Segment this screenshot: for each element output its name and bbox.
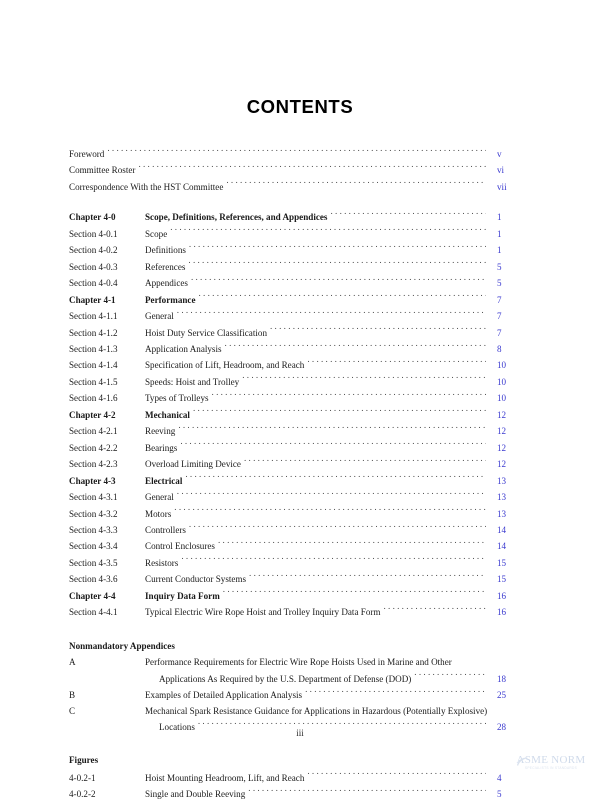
toc-designator: Section 4-1.4 xyxy=(69,360,118,371)
toc-entry-label: Correspondence With the HST Committee xyxy=(69,181,224,192)
toc-page-number[interactable]: 16 xyxy=(497,590,507,601)
figures-group xyxy=(69,753,531,802)
dot-leader xyxy=(212,390,486,401)
toc-entry-label: Single and Double Reeving xyxy=(145,789,246,800)
toc-entry-label: References xyxy=(145,261,186,272)
toc-designator: Section 4-3.3 xyxy=(69,524,118,535)
toc-entry-label: Performance Requirements for Electric Wire Rope Hoists Used in Marine and Other xyxy=(145,657,452,668)
toc-entry-label: Performance xyxy=(145,294,196,305)
dot-leader xyxy=(193,407,486,418)
toc-designator: Chapter 4-4 xyxy=(69,590,116,601)
toc-row[interactable] xyxy=(69,473,531,489)
toc-page-number[interactable]: 1 xyxy=(497,228,502,239)
toc-row[interactable] xyxy=(69,440,531,456)
toc-entry-label: Overload Limiting Device xyxy=(145,459,241,470)
toc-entry-label: Mechanical Spark Resistance Guidance for Applications in Hazardous (Potentially Explosive) xyxy=(145,705,488,716)
toc-entry-label: Electrical xyxy=(145,475,183,486)
toc-page-number[interactable]: 25 xyxy=(497,690,507,701)
toc-row[interactable] xyxy=(69,489,531,505)
toc-entry-label-continued: Applications As Required by the U.S. Department of Defense (DOD) xyxy=(159,673,412,684)
toc-row[interactable] xyxy=(69,179,531,195)
appendices-group xyxy=(69,639,531,736)
toc-page-number[interactable]: 15 xyxy=(497,574,507,585)
toc-page-number[interactable]: 5 xyxy=(497,789,502,800)
toc-page-number[interactable]: 16 xyxy=(497,607,507,618)
toc-page-number[interactable]: 13 xyxy=(497,508,507,519)
toc-designator: Section 4-3.2 xyxy=(69,508,118,519)
toc-entry-label: Application Analysis xyxy=(145,343,222,354)
dot-leader xyxy=(181,555,486,566)
toc-page-number[interactable]: 5 xyxy=(497,278,502,289)
toc-designator: Section 4-1.2 xyxy=(69,327,118,338)
dot-leader xyxy=(107,146,486,157)
toc-row[interactable] xyxy=(69,407,531,423)
spacer xyxy=(69,195,531,209)
dot-leader xyxy=(249,571,486,582)
toc-row[interactable] xyxy=(69,226,531,242)
front-matter-group xyxy=(69,146,531,195)
toc-page-number[interactable]: 10 xyxy=(497,376,507,387)
dot-leader xyxy=(174,506,486,517)
chapters-group xyxy=(69,209,531,620)
toc-designator: Chapter 4-0 xyxy=(69,212,116,223)
toc-entry-label: Specification of Lift, Headroom, and Reach xyxy=(145,360,305,371)
dot-leader xyxy=(242,374,486,385)
toc-designator: 4-0.2-1 xyxy=(69,772,96,783)
toc-entry-label: Types of Trolleys xyxy=(145,393,209,404)
asme-norm-watermark xyxy=(508,755,594,771)
spacer xyxy=(69,735,531,753)
toc-row[interactable] xyxy=(69,687,531,703)
toc-row[interactable] xyxy=(69,242,531,258)
toc-row[interactable] xyxy=(69,571,531,587)
toc-designator: Section 4-0.2 xyxy=(69,245,118,256)
toc-entry-label: Hoist Duty Service Classification xyxy=(145,327,267,338)
toc-page-number[interactable]: 28 xyxy=(497,721,507,732)
toc-page-number[interactable]: 12 xyxy=(497,409,507,420)
toc-page-number[interactable]: 8 xyxy=(497,343,502,354)
dot-leader xyxy=(138,162,486,173)
toc-entry-label: Controllers xyxy=(145,524,186,535)
toc-row[interactable] xyxy=(69,506,531,522)
toc-designator: Chapter 4-1 xyxy=(69,294,116,305)
toc-page-number[interactable]: 10 xyxy=(497,393,507,404)
toc-designator: Section 4-3.6 xyxy=(69,574,118,585)
watermark-sub-text: SPECIALISTS IN STANDARDS xyxy=(524,766,578,770)
toc-designator: Section 4-3.4 xyxy=(69,541,118,552)
toc-entry-label: Scope, Definitions, References, and Appendices xyxy=(145,212,328,223)
dot-leader xyxy=(191,275,486,286)
toc-designator: Section 4-3.1 xyxy=(69,492,118,503)
toc-page-number[interactable]: 13 xyxy=(497,492,507,503)
dot-leader xyxy=(218,538,486,549)
toc-row[interactable] xyxy=(69,604,531,620)
toc-designator: Section 4-2.1 xyxy=(69,426,118,437)
toc-row[interactable] xyxy=(69,357,531,373)
toc-designator: Section 4-0.4 xyxy=(69,278,118,289)
toc-designator: Section 4-0.3 xyxy=(69,261,118,272)
toc-entry-label: Inquiry Data Form xyxy=(145,590,220,601)
toc-page-number[interactable]: 4 xyxy=(497,772,502,783)
toc-page-number[interactable]: 12 xyxy=(497,426,507,437)
toc-designator: Chapter 4-3 xyxy=(69,475,116,486)
toc-designator: Chapter 4-2 xyxy=(69,409,116,420)
toc-page-number[interactable]: 10 xyxy=(497,360,507,371)
table-of-contents xyxy=(69,146,531,803)
toc-designator: Section 4-1.5 xyxy=(69,376,118,387)
appendices-heading: Nonmandatory Appendices xyxy=(69,640,175,651)
toc-designator: 4-0.2-2 xyxy=(69,789,96,800)
toc-row[interactable] xyxy=(69,538,531,554)
toc-row[interactable] xyxy=(69,374,531,390)
dot-leader xyxy=(330,209,486,220)
toc-row[interactable] xyxy=(69,308,531,324)
toc-page-number[interactable]: 13 xyxy=(497,475,507,486)
dot-leader xyxy=(226,179,486,190)
toc-entry-label: Current Conductor Systems xyxy=(145,574,247,585)
watermark-main-text: ASME NORM xyxy=(516,754,586,766)
toc-entry-label: General xyxy=(145,492,174,503)
toc-row[interactable] xyxy=(69,555,531,571)
toc-entry-label: General xyxy=(145,311,174,322)
toc-page-number[interactable]: 1 xyxy=(497,212,502,223)
dot-leader xyxy=(199,292,487,303)
toc-designator: Section 4-1.1 xyxy=(69,311,118,322)
dot-leader xyxy=(248,786,486,797)
toc-entry-label: Bearings xyxy=(145,442,178,453)
dot-leader xyxy=(189,522,486,533)
toc-row[interactable] xyxy=(69,275,531,291)
dot-leader xyxy=(223,588,486,599)
toc-entry-label: Mechanical xyxy=(145,409,190,420)
toc-row[interactable] xyxy=(69,456,531,472)
toc-row[interactable] xyxy=(69,259,531,275)
toc-entry-label: Resistors xyxy=(145,557,179,568)
toc-page-number[interactable]: 1 xyxy=(497,245,502,256)
toc-entry-label-continued: Locations xyxy=(159,721,195,732)
toc-page-number[interactable]: vii xyxy=(497,181,507,192)
toc-page-number[interactable]: 14 xyxy=(497,541,507,552)
toc-entry-label: Appendices xyxy=(145,278,188,289)
toc-row[interactable] xyxy=(69,786,531,802)
toc-designator: Section 4-1.3 xyxy=(69,343,118,354)
toc-entry-label: Speeds: Hoist and Trolley xyxy=(145,376,240,387)
toc-row[interactable] xyxy=(69,770,531,786)
dot-leader xyxy=(185,473,486,484)
toc-row[interactable] xyxy=(69,588,531,604)
toc-entry-label: Typical Electric Wire Rope Hoist and Trolley Inquiry Data Form xyxy=(145,607,381,618)
toc-page-number[interactable]: vi xyxy=(497,165,505,176)
dot-leader xyxy=(305,687,486,698)
dot-leader xyxy=(188,259,486,270)
toc-row[interactable] xyxy=(69,522,531,538)
dot-leader xyxy=(178,423,486,434)
toc-entry-label: Examples of Detailed Application Analysis xyxy=(145,690,303,701)
dot-leader xyxy=(307,357,486,368)
toc-designator: Section 4-1.6 xyxy=(69,393,118,404)
dot-leader xyxy=(307,770,486,781)
dot-leader xyxy=(414,671,486,682)
dot-leader xyxy=(177,308,486,319)
toc-page-number[interactable]: 7 xyxy=(497,311,502,322)
dot-leader xyxy=(244,456,486,467)
toc-page-number[interactable]: 7 xyxy=(497,327,502,338)
toc-entry-label: Definitions xyxy=(145,245,186,256)
dot-leader xyxy=(270,325,486,336)
toc-page-number[interactable]: 12 xyxy=(497,459,507,470)
toc-designator: Section 4-3.5 xyxy=(69,557,118,568)
toc-page-number[interactable]: 15 xyxy=(497,557,507,568)
toc-row[interactable] xyxy=(69,209,531,225)
toc-row[interactable] xyxy=(69,146,531,162)
toc-designator: B xyxy=(69,690,76,701)
dot-leader xyxy=(180,440,486,451)
toc-row[interactable] xyxy=(69,162,531,178)
toc-designator: Section 4-4.1 xyxy=(69,607,118,618)
dot-leader xyxy=(177,489,486,500)
toc-page-number[interactable]: 14 xyxy=(497,524,507,535)
dot-leader xyxy=(170,226,486,237)
toc-entry-label: Scope xyxy=(145,228,168,239)
page-folio: iii xyxy=(296,728,304,738)
toc-entry-label: Control Enclosures xyxy=(145,541,215,552)
toc-row[interactable] xyxy=(69,390,531,406)
toc-designator: Section 4-2.2 xyxy=(69,442,118,453)
toc-page-number[interactable]: v xyxy=(497,149,502,159)
dot-leader xyxy=(383,604,486,615)
swoosh-icon xyxy=(516,756,529,767)
toc-row[interactable] xyxy=(69,423,531,439)
toc-page-number[interactable]: 7 xyxy=(497,294,502,305)
toc-entry-label: Committee Roster xyxy=(69,165,136,176)
toc-row[interactable] xyxy=(69,292,531,308)
dot-leader xyxy=(225,341,486,352)
toc-designator: Section 4-2.3 xyxy=(69,459,118,470)
page-title: CONTENTS xyxy=(246,96,354,117)
spacer xyxy=(69,621,531,639)
toc-page-number[interactable]: 18 xyxy=(497,673,507,684)
toc-page-number[interactable]: 5 xyxy=(497,261,502,272)
toc-entry-label: Reeving xyxy=(145,426,176,437)
toc-designator: Section 4-0.1 xyxy=(69,228,118,239)
toc-entry-label: Hoist Mounting Headroom, Lift, and Reach xyxy=(145,772,305,783)
toc-designator: A xyxy=(69,657,76,668)
toc-row[interactable] xyxy=(69,341,531,357)
toc-row[interactable] xyxy=(69,325,531,341)
toc-row[interactable] xyxy=(69,655,531,687)
toc-entry-label: Foreword xyxy=(69,149,105,159)
toc-entry-label: Motors xyxy=(145,508,172,519)
toc-page-number[interactable]: 12 xyxy=(497,442,507,453)
toc-designator: C xyxy=(69,705,76,716)
dot-leader xyxy=(189,242,486,253)
figures-heading: Figures xyxy=(69,755,99,766)
